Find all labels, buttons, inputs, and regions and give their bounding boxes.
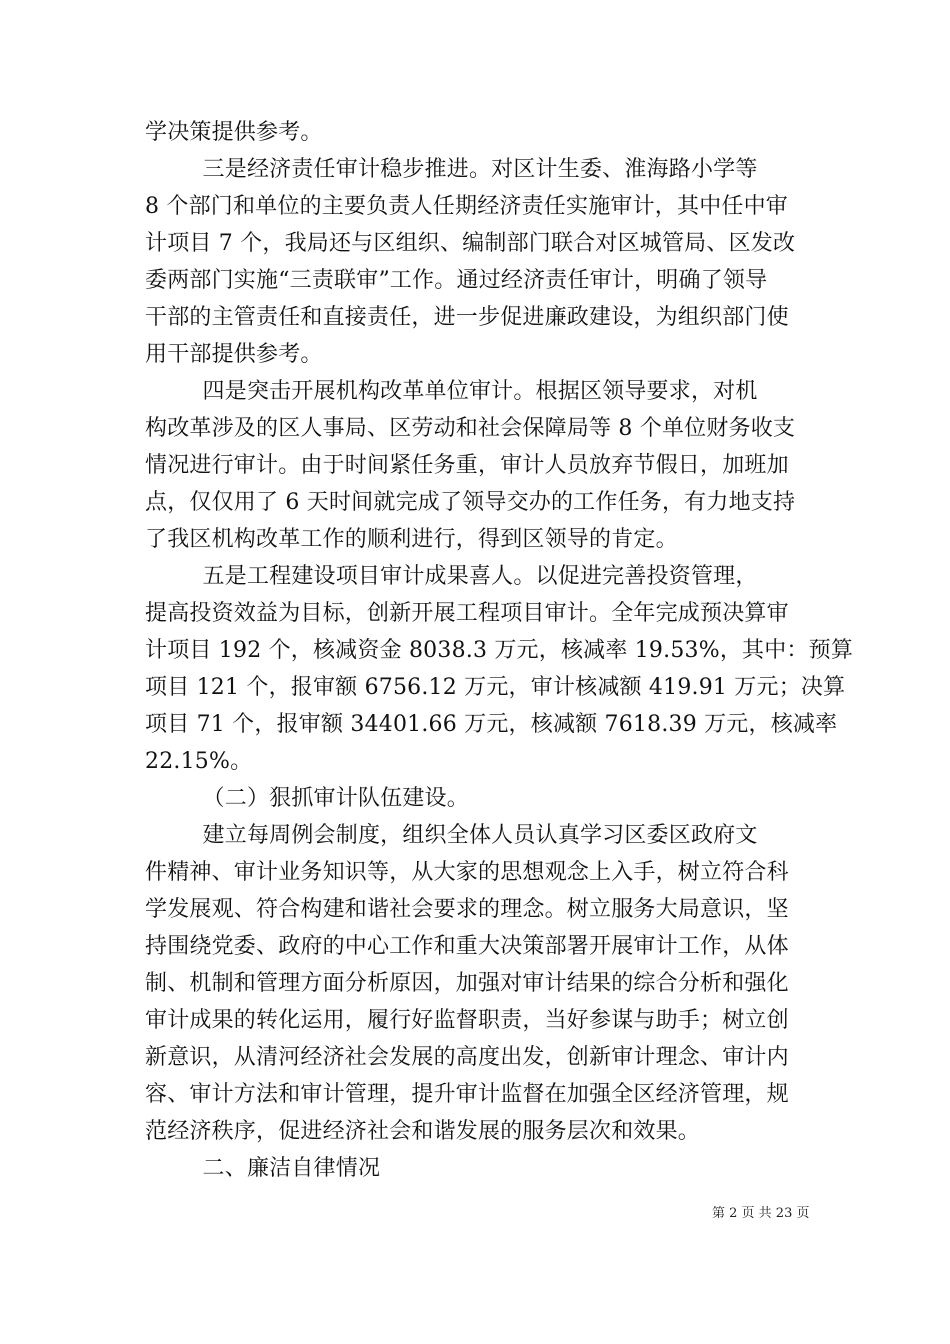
text-line: 持围绕党委、政府的中心工作和重大决策部署开展审计工作，从体	[145, 934, 789, 959]
text-line: 计项目 192 个，核减资金 8038.3 万元，核减率 19.53%，其中：预算	[145, 638, 854, 663]
section-heading: （二）狠抓审计队伍建设。	[145, 786, 469, 811]
text-line: 五是工程建设项目审计成果喜人。以促进完善投资管理，	[145, 564, 758, 589]
text-line: 三是经济责任审计稳步推进。对区计生委、淮海路小学等	[145, 157, 758, 182]
text-line: 建立每周例会制度，组织全体人员认真学习区委区政府文	[145, 823, 758, 848]
text-line: 学发展观、符合构建和谐社会要求的理念。树立服务大局意识，坚	[145, 897, 789, 922]
text-line: 干部的主管责任和直接责任，进一步促进廉政建设，为组织部门使	[145, 305, 789, 330]
section-heading: 二、廉洁自律情况	[145, 1156, 381, 1181]
text-line: 用干部提供参考。	[145, 342, 323, 367]
text-line: 制、机制和管理方面分析原因，加强对审计结果的综合分析和强化	[145, 971, 789, 996]
page-number-label: 第 2 页 共 23 页	[712, 1206, 810, 1221]
text-line: 情况进行审计。由于时间紧任务重，审计人员放弃节假日，加班加	[145, 453, 789, 478]
text-line: 提高投资效益为目标，创新开展工程项目审计。全年完成预决算审	[145, 601, 789, 626]
text-line: 委两部门实施“三责联审”工作。通过经济责任审计，明确了领导	[145, 268, 768, 293]
text-line: 审计成果的转化运用，履行好监督职责，当好参谋与助手；树立创	[145, 1008, 789, 1033]
text-line: 计项目 7 个，我局还与区组织、编制部门联合对区城管局、区发改	[145, 231, 796, 256]
text-line: 项目 121 个，报审额 6756.12 万元，审计核减额 419.91 万元；决算	[145, 675, 846, 700]
text-line: 四是突击开展机构改革单位审计。根据区领导要求，对机	[145, 379, 758, 404]
text-line: 范经济秩序，促进经济社会和谐发展的服务层次和效果。	[145, 1119, 701, 1144]
text-line: 构改革涉及的区人事局、区劳动和社会保障局等 8 个单位财务收支	[145, 416, 796, 441]
text-line: 了我区机构改革工作的顺利进行，得到区领导的肯定。	[145, 527, 678, 552]
text-line: 新意识，从清河经济社会发展的高度出发，创新审计理念、审计内	[145, 1045, 789, 1070]
document-body	[145, 114, 854, 1187]
text-line: 点，仅仅用了 6 天时间就完成了领导交办的工作任务，有力地支持	[145, 490, 796, 515]
text-line: 学决策提供参考。	[145, 120, 323, 145]
text-line: 容、审计方法和审计管理，提升审计监督在加强全区经济管理，规	[145, 1082, 789, 1107]
text-line: 项目 71 个，报审额 34401.66 万元，核减额 7618.39 万元，核减率	[145, 712, 838, 737]
text-line: 22.15%。	[145, 749, 253, 774]
text-line: 8 个部门和单位的主要负责人任期经济责任实施审计，其中任中审	[145, 194, 788, 219]
text-line: 件精神、审计业务知识等，从大家的思想观念上入手，树立符合科	[145, 860, 789, 885]
